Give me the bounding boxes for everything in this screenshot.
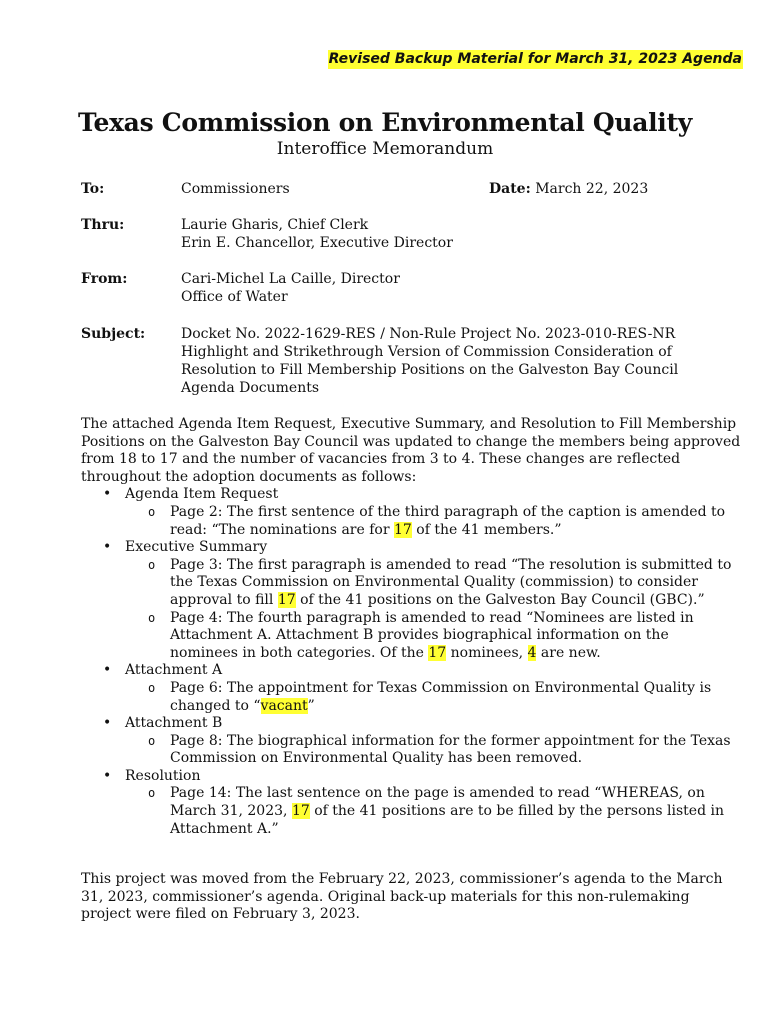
- highlighted-text: 4: [527, 644, 537, 661]
- change-list: [81, 486, 741, 838]
- revised-banner: Revised Backup Material for March 31, 2023 Agenda: [328, 51, 742, 67]
- from-label: From:: [81, 271, 128, 287]
- sub-list-item: o Page 4: The fourth paragraph is amended to read “Nominees are listed in Attachment A. Attachment B provides biographical information on the nominees in both categories. Of the 17 nominees, 4 are new.: [125, 610, 741, 663]
- to-label: To:: [81, 181, 105, 197]
- list-item-label: Attachment A: [125, 662, 223, 679]
- date-field: [489, 180, 648, 198]
- intro-paragraph: The attached Agenda Item Request, Executive Summary, and Resolution to Fill Membership Positions on the Galveston Bay Council was updated to change the members being approved from 18 to 17 and the number of vacancies from 3 to 4. These changes are reflected throughout the adoption documents as follows:: [81, 416, 741, 485]
- sub-list-item: o Page 2: The first sentence of the third paragraph of the caption is amended to read: “The nominations are for 17 of the 41 members.”: [125, 504, 741, 539]
- highlighted-text: 17: [428, 644, 447, 661]
- closing-paragraph: This project was moved from the February 22, 2023, commissioner’s agenda to the March 31, 2023, commissioner’s agenda. Original back-up materials for this non-rulemaking project were filed on February 3, 2023.: [81, 871, 723, 923]
- memo-body: [81, 416, 741, 838]
- highlighted-text: 17: [393, 521, 412, 538]
- list-item-label: Agenda Item Request: [125, 486, 279, 503]
- sub-list-item: o Page 3: The first paragraph is amended to read “The resolution is submitted to the Texas Commission on Environmental Quality (commission) to consider approval to fill 17 of the 41 positions on the Galveston Bay Council (GBC).”: [125, 557, 741, 610]
- subject-line-2: Highlight and Strikethrough Version of Commission Consideration of: [181, 344, 672, 360]
- memo-subtitle: Interoffice Memorandum: [276, 139, 494, 159]
- subject-value: [181, 325, 678, 397]
- highlighted-text: 17: [277, 591, 296, 608]
- subject-line-1: Docket No. 2022-1629-RES / Non-Rule Project No. 2023-010-RES-NR: [181, 326, 676, 342]
- list-item: [81, 662, 741, 715]
- sub-list-item: o Page 6: The appointment for Texas Commission on Environmental Quality is changed to “vacant”: [125, 680, 741, 715]
- date-value: March 22, 2023: [535, 181, 649, 197]
- list-item: [81, 539, 741, 662]
- thru-line-1: Laurie Gharis, Chief Clerk: [181, 217, 369, 233]
- list-item: [81, 486, 741, 539]
- sub-list-item: o Page 8: The biographical information for the former appointment for the Texas Commission on Environmental Quality has been removed.: [125, 733, 741, 768]
- from-line-2: Office of Water: [181, 289, 288, 305]
- subject-line-4: Agenda Documents: [181, 380, 320, 396]
- page-title: Texas Commission on Environmental Quality: [78, 108, 692, 137]
- subject-label: Subject:: [81, 326, 146, 342]
- list-item-label: Resolution: [125, 767, 201, 784]
- thru-line-2: Erin E. Chancellor, Executive Director: [181, 235, 453, 251]
- list-item: [81, 768, 741, 838]
- from-line-1: Cari-Michel La Caille, Director: [181, 271, 400, 287]
- from-value: [181, 270, 400, 306]
- list-item: [81, 715, 741, 768]
- highlighted-text: vacant: [260, 697, 308, 714]
- highlighted-text: 17: [291, 803, 310, 820]
- sub-list-item: o Page 14: The last sentence on the page is amended to read “WHEREAS, on March 31, 2023, 17 of the 41 positions are to be filled by the persons listed in Attachment A.”: [125, 785, 741, 838]
- list-item-label: Attachment B: [125, 715, 223, 732]
- thru-label: Thru:: [81, 217, 125, 233]
- date-label: Date:: [489, 181, 531, 197]
- subject-line-3: Resolution to Fill Membership Positions on the Galveston Bay Council: [181, 362, 679, 378]
- list-item-label: Executive Summary: [125, 539, 268, 556]
- to-value: Commissioners: [181, 181, 290, 197]
- thru-value: [181, 216, 453, 252]
